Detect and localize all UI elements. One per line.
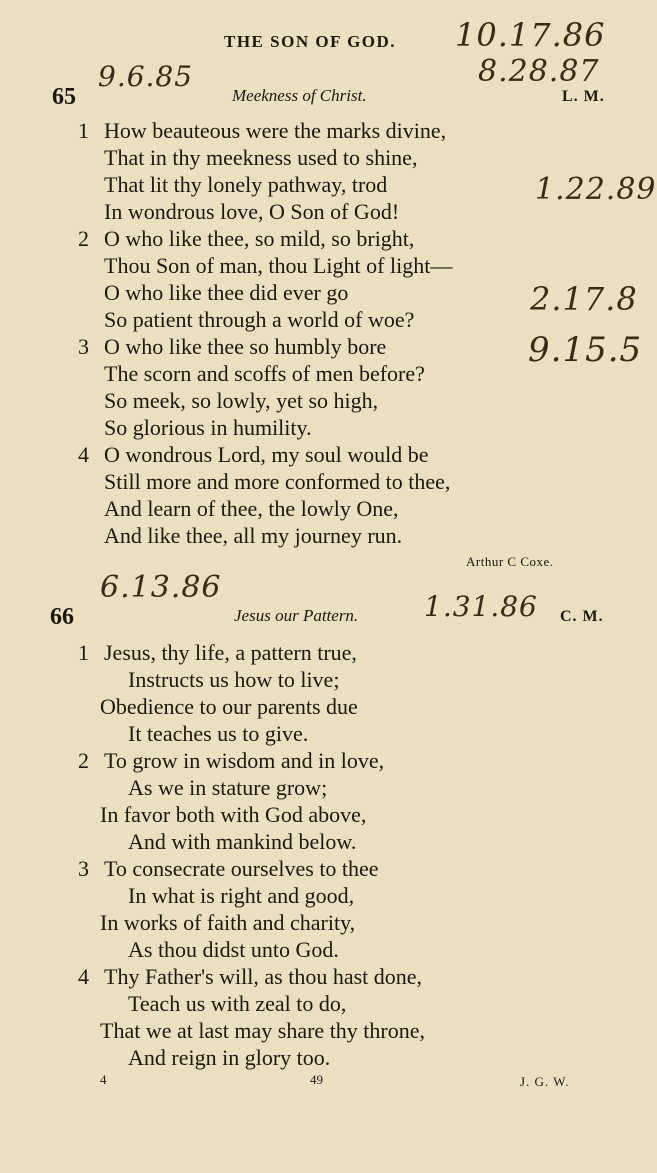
- verse-line: That in thy meekness used to shine,: [104, 145, 418, 170]
- verse-line: That lit thy lonely pathway, trod: [104, 172, 388, 197]
- verse-number: 1: [78, 118, 89, 143]
- verse-line: Thy Father's will, as thou hast done,: [104, 964, 423, 989]
- handwritten-title-date-66: 1.31.86: [424, 590, 538, 623]
- verse-line: That we at last may share thy throne,: [100, 1018, 426, 1043]
- page-number: 49: [310, 1072, 323, 1087]
- hymn-author-65: Arthur C Coxe.: [466, 554, 554, 569]
- verse-line: So glorious in humility.: [104, 415, 312, 440]
- handwritten-margin-date: 9.15.5: [528, 330, 643, 370]
- handwritten-date-66: 6.13.86: [100, 570, 222, 605]
- verse-line: O who like thee so humbly bore: [104, 334, 387, 359]
- handwritten-margin-date: 2.17.8: [530, 280, 638, 318]
- hymn-title-65: Meekness of Christ.: [232, 86, 367, 105]
- verse-line: And with mankind below.: [128, 829, 357, 854]
- verse-line: To consecrate ourselves to thee: [104, 856, 379, 881]
- handwritten-date-65: 9.6.85: [98, 60, 194, 93]
- verse-line: To grow in wisdom and in love,: [104, 748, 385, 773]
- handwritten-date-top: 10.17.86: [455, 16, 606, 54]
- hymn-author-66: J. G. W.: [520, 1074, 570, 1089]
- verse-line: It teaches us to give.: [128, 721, 309, 746]
- verse-line: In what is right and good,: [128, 883, 355, 908]
- verse-line: Teach us with zeal to do,: [128, 991, 347, 1016]
- hymn-number-65: 65: [52, 84, 76, 110]
- verse-number: 4: [78, 442, 89, 467]
- handwritten-margin-date: 1.22.89: [535, 172, 657, 207]
- verse-line: So meek, so lowly, yet so high,: [104, 388, 379, 413]
- verse-line: Thou Son of man, thou Light of light—: [104, 253, 453, 278]
- hymn-meter-65: L. M.: [562, 88, 605, 105]
- verse-line: O who like thee did ever go: [104, 280, 349, 305]
- verse-line: In works of faith and charity,: [100, 910, 356, 935]
- hymn-title-66: Jesus our Pattern.: [234, 606, 359, 625]
- verse-line: In wondrous love, O Son of God!: [104, 199, 400, 224]
- signature-mark: 4: [100, 1072, 107, 1087]
- verse-number: 3: [78, 334, 89, 359]
- verse-line: Still more and more conformed to thee,: [104, 469, 451, 494]
- running-head: THE SON OF GOD.: [224, 32, 397, 51]
- verse-line: As we in stature grow;: [128, 775, 328, 800]
- verse-line: Obedience to our parents due: [100, 694, 358, 719]
- verse-line: How beauteous were the marks divine,: [104, 118, 447, 143]
- verse-line: O wondrous Lord, my soul would be: [104, 442, 429, 467]
- verse-line: As thou didst unto God.: [128, 937, 339, 962]
- verse-number: 1: [78, 640, 89, 665]
- handwritten-date-top-2: 8.28.87: [478, 54, 600, 89]
- verse-line: In favor both with God above,: [100, 802, 367, 827]
- verse-number: 4: [78, 964, 89, 989]
- verse-number: 3: [78, 856, 89, 881]
- verse-line: Instructs us how to live;: [128, 667, 340, 692]
- verse-number: 2: [78, 748, 89, 773]
- verse-line: And reign in glory too.: [128, 1045, 331, 1070]
- verse-line: And learn of thee, the lowly One,: [104, 496, 399, 521]
- verse-line: And like thee, all my journey run.: [104, 523, 403, 548]
- verse-line: So patient through a world of woe?: [104, 307, 415, 332]
- hymn-number-66: 66: [50, 604, 74, 630]
- hymn-meter-66: C. M.: [560, 608, 604, 625]
- verse-line: Jesus, thy life, a pattern true,: [104, 640, 357, 665]
- verse-number: 2: [78, 226, 89, 251]
- verse-line: O who like thee, so mild, so bright,: [104, 226, 415, 251]
- verse-line: The scorn and scoffs of men before?: [104, 361, 425, 386]
